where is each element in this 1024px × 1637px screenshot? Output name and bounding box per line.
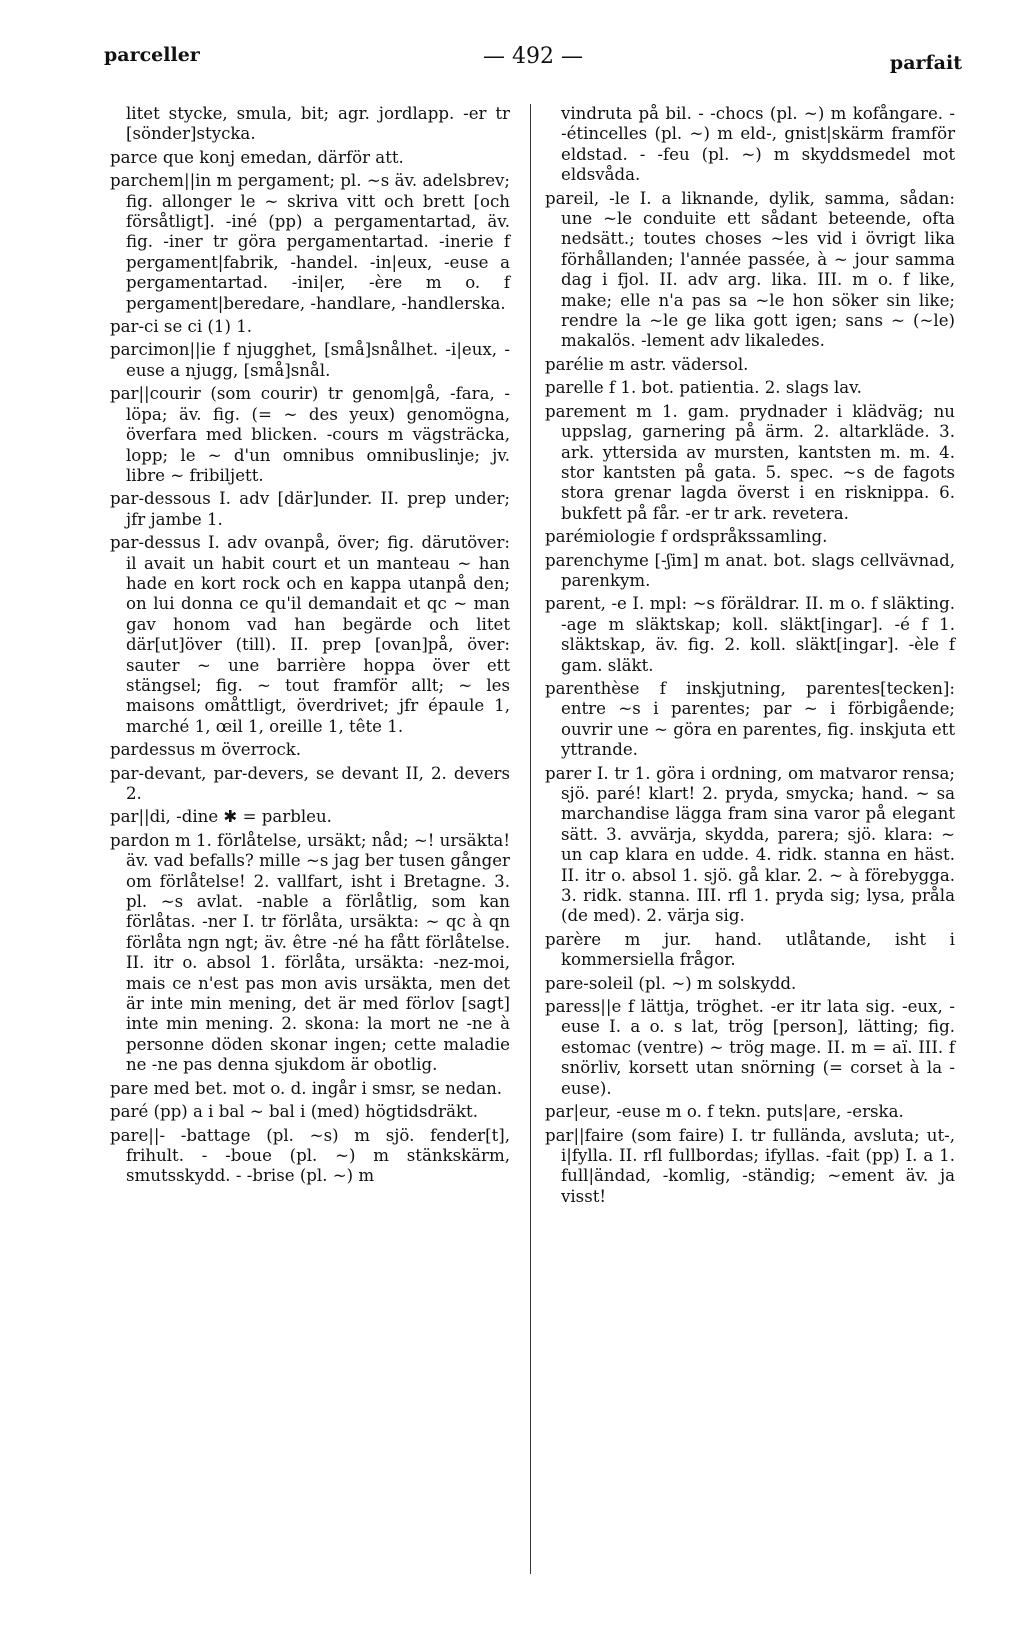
- right-column: [545, 104, 955, 1210]
- dictionary-entry: paré (pp) a i bal ~ bal i (med) högtidsdräkt.: [110, 1102, 478, 1122]
- dictionary-entry: parcimon||ie f njugghet, [små]snålhet. -i|eux, -euse a njugg, [små]snål.: [110, 340, 510, 380]
- dictionary-entry: par-dessus I. adv ovanpå, över; fig. därutöver: il avait un habit court et un manteau ~ han hade en kort rock och en kappa utanpå den; on lui donna ce qu'il demandait et qc ~ man gav honom vad han begärde och litet där[ut]över (till). II. prep [ovan]på, över: sauter ~ une barrière hoppa över ett stängsel; fig. ~ tout framför allt; ~ les maisons omåttligt, överdrivet; jfr épaule 1, marché 1, œil 1, oreille 1, tête 1.: [110, 533, 510, 736]
- dictionary-entry: parélie m astr. vädersol.: [545, 354, 749, 374]
- dictionary-entry: parement m 1. gam. prydnader i klädväg; nu uppslag, garnering på ärm. 2. altarkläde. 3. ark. yttersida av mursten, kantsten m. m. 4. stor kantsten på gata. 5. spec. ~s de fagots stora grenar lagda överst i en risknippa. 6. bukfett på får. -er tr ark. revetera.: [545, 401, 955, 523]
- dictionary-entry: paress||e f lättja, tröghet. -er itr lata sig. -eux, -euse I. a o. s lat, trög [person], lätting; fig. estomac (ventre) ~ trög mage. II. m = aï. III. f snörliv, korsett utan snörning (= corset à la -euse).: [545, 997, 955, 1098]
- dictionary-entry: parenthèse f inskjutning, parentes[tecken]: entre ~s i parentes; par ~ i förbigående; ouvrir une ~ göra en parentes, fig. inskjuta ett yttrande.: [545, 678, 955, 760]
- dictionary-entry: par||faire (som faire) I. tr fullända, avsluta; ut-, i|fylla. II. rfl fullbordas; ifyllas. -fait (pp) I. a 1. full|ändad, -komlig, -ständig; ~ement äv. ja visst!: [545, 1125, 955, 1206]
- dictionary-entry: par||courir (som courir) tr genom|gå, -fara, -löpa; äv. fig. (= ~ des yeux) genomögna, överfara med blicken. -cours m vägsträcka, lopp; le ~ d'un omnibus omnibuslinje; jv. libre ~ fribiljett.: [110, 384, 510, 485]
- dictionary-entry: pare med bet. mot o. d. ingår i smsr, se nedan.: [110, 1078, 503, 1098]
- page-header: [104, 44, 962, 78]
- dictionary-entry: parenchyme [-ʃim] m anat. bot. slags cellvävnad, parenkym.: [545, 550, 955, 590]
- left-column: [110, 104, 510, 1190]
- header-guide-word-left: parceller: [104, 44, 200, 66]
- header-guide-word-right: parfait: [889, 52, 962, 74]
- dictionary-entry: par||di, -dine ✱ = parbleu.: [110, 807, 332, 827]
- dictionary-entry: parère m jur. hand. utlåtande, isht i kommersiella frågor.: [545, 929, 955, 970]
- dictionary-entry: litet stycke, smula, bit; agr. jordlapp. -er tr [sönder]stycka.: [126, 104, 510, 144]
- dictionary-entry: par-ci se ci (1) 1.: [110, 317, 253, 337]
- dictionary-entry: pardon m 1. förlåtelse, ursäkt; nåd; ~! ursäkta! äv. vad befalls? mille ~s jag ber tusen gånger om förlåtelse! 2. vallfart, isht i Bretagne. 3. pl. ~s avlat. -nable a förlåtlig, som kan förlåtas. -ner I. tr förlåta, ursäkta: ~ qc à qn förlåta ngn ngt; äv. être -né ha fått förlåtelse. II. itr o. absol 1. förlåta, ursäkta: -nez-moi, mais ce n'est pas mon avis ursäkta, men det är inte min mening, det är med förlov [sagt] inte min mening. 2. skona: la mort ne -ne à personne döden skonar ingen; cette maladie ne -ne pas denna sjukdom är obotlig.: [110, 830, 510, 1075]
- column-divider: [530, 104, 531, 1574]
- dictionary-entry: parelle f 1. bot. patientia. 2. slags lav.: [545, 378, 862, 398]
- dictionary-entry: parent, -e I. mpl: ~s föräldrar. II. m o. f släkting. -age m släktskap; koll. släkt[ingar]. -é f 1. släktskap, äv. fig. 2. koll. släkt[ingar]. -èle f gam. släkt.: [545, 594, 955, 675]
- dictionary-entry: pareil, -le I. a liknande, dylik, samma, sådan: une ~le conduite ett sådant beteende, ofta nedsätt.; toutes choses ~les vid i övrigt lika förhållanden; l'année passée, à ~ jour samma dag i fjol. II. adv arg. lika. III. m o. f like, make; elle n'a pas sa ~le hon söker sin like; rendre la ~le ge lika gott igen; sans ~ (~le) makalös. -lement adv likaledes.: [545, 188, 955, 351]
- dictionary-entry: pare-soleil (pl. ~) m solskydd.: [545, 973, 797, 993]
- dictionary-entry: vindruta på bil. - -chocs (pl. ~) m kofångare. - -étincelles (pl. ~) m eld-, gnist|skärm framför eldstad. - -feu (pl. ~) m skyddsmedel mot eldsvåda.: [561, 104, 955, 185]
- dictionary-entry: parer I. tr 1. göra i ordning, om matvaror rensa; sjö. paré! klart! 2. pryda, smycka; hand. ~ sa marchandise lägga fram sina varor på elegant sätt. 3. avvärja, skydda, parera; sjö. klara: ~ un cap klara en udde. 4. ridk. stanna en häst. II. itr o. absol 1. sjö. gå klar. 2. ~ à förebygga. 3. ridk. stanna. III. rfl 1. pryda sig; lysa, pråla (de med). 2. värja sig.: [545, 763, 955, 926]
- dictionary-entry: par-devant, par-devers, se devant II, 2. devers 2.: [110, 763, 510, 803]
- dictionary-entry: pare||- -battage (pl. ~s) m sjö. fender[t], frihult. - -boue (pl. ~) m stänkskärm, smutsskydd. - -brise (pl. ~) m: [110, 1125, 510, 1186]
- dictionary-entry: parchem||in m pergament; pl. ~s äv. adelsbrev; fig. allonger le ~ skriva vitt och brett [och försåtligt]. -iné (pp) a pergamentartad, äv. fig. -iner tr göra pergamentartad. -inerie f pergament|fabrik, -handel. -in|eux, -euse a pergamentartad. -ini|er, -ère m o. f pergament|beredare, -handlare, -handlerska.: [110, 171, 510, 313]
- dictionary-entry: parémiologie f ordspråkssamling.: [545, 527, 828, 547]
- page-number: — 492 —: [483, 44, 583, 69]
- dictionary-entry: par|eur, -euse m o. f tekn. puts|are, -erska.: [545, 1102, 904, 1122]
- dictionary-entry: pardessus m överrock.: [110, 740, 302, 760]
- dictionary-entry: parce que konj emedan, därför att.: [110, 147, 404, 167]
- dictionary-entry: par-dessous I. adv [där]under. II. prep under; jfr jambe 1.: [110, 489, 510, 529]
